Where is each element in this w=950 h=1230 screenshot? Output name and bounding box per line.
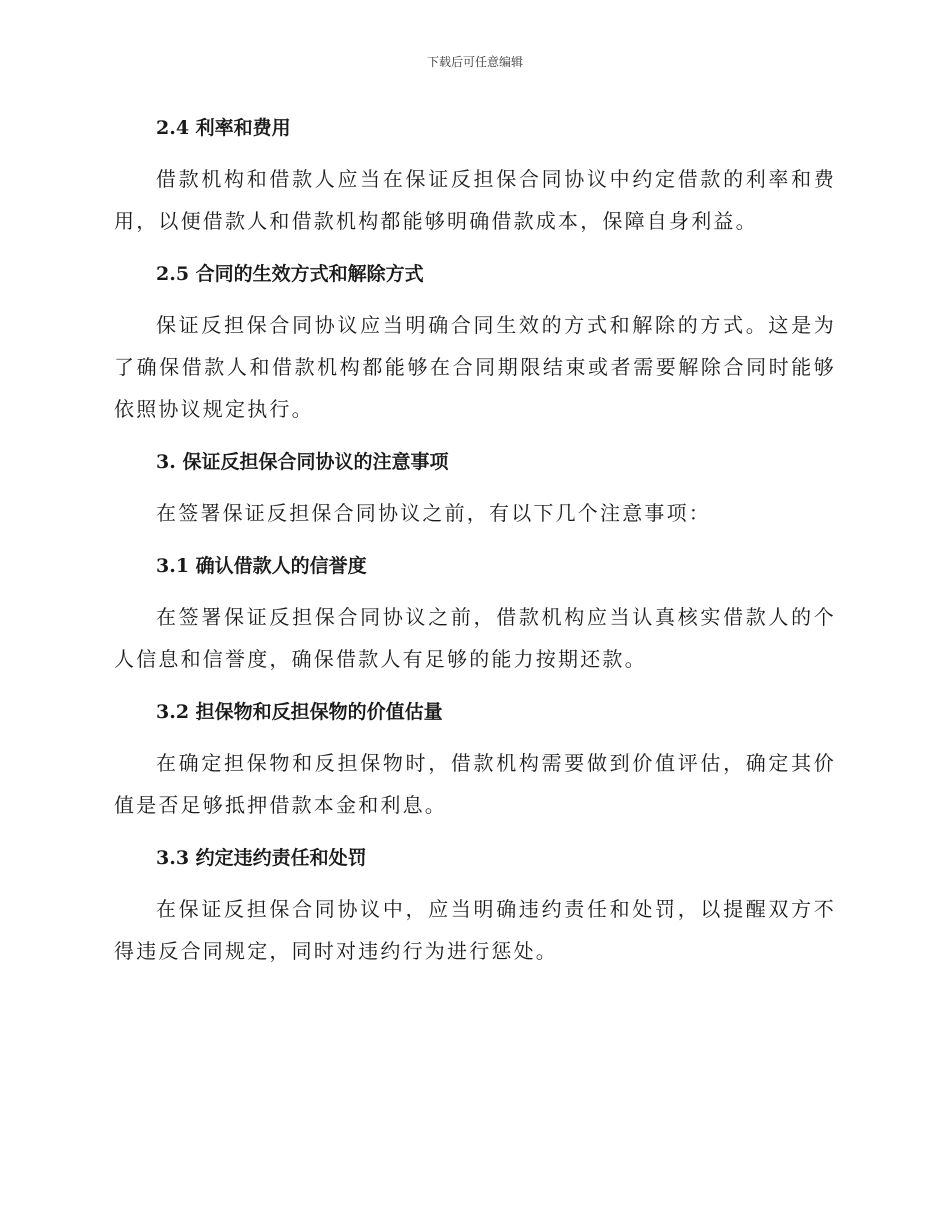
section-heading: 2.5 合同的生效方式和解除方式: [156, 263, 424, 285]
section-heading: 3.2 担保物和反担保物的价值估量: [156, 701, 443, 723]
section-3-1: [114, 546, 836, 692]
section-paragraph: 在保证反担保合同协议中，应当明确违约责任和处罚，以提醒双方不得违反合同规定，同时对违约行为进行惩处。: [114, 897, 836, 963]
section-heading: 2.4 利率和费用: [156, 117, 291, 139]
section-3-3: [114, 838, 836, 972]
section-paragraph: 保证反担保合同协议应当明确合同生效的方式和解除的方式。这是为了确保借款人和借款机构都能够在合同期限结束或者需要解除合同时能够依照协议规定执行。: [114, 313, 836, 421]
document-body: [114, 108, 836, 972]
section-paragraph: 在签署保证反担保合同协议之前，有以下几个注意事项：: [156, 501, 711, 525]
page-header: 下载后可任意编辑: [426, 55, 523, 69]
section-2-5: [114, 254, 836, 442]
section-3: [114, 442, 836, 546]
section-heading: 3.1 确认借款人的信誉度: [156, 555, 367, 577]
section-heading: 3. 保证反担保合同协议的注意事项: [156, 451, 449, 473]
section-2-4: [114, 108, 836, 254]
section-heading: 3.3 约定违约责任和处罚: [156, 847, 367, 869]
section-paragraph: 在签署保证反担保合同协议之前，借款机构应当认真核实借款人的个人信息和信誉度，确保借款人有足够的能力按期还款。: [114, 605, 836, 671]
section-paragraph: 借款机构和借款人应当在保证反担保合同协议中约定借款的利率和费用，以便借款人和借款机构都能够明确借款成本，保障自身利益。: [114, 167, 836, 233]
section-3-2: [114, 692, 836, 838]
section-paragraph: 在确定担保物和反担保物时，借款机构需要做到价值评估，确定其价值是否足够抵押借款本金和利息。: [114, 751, 836, 817]
